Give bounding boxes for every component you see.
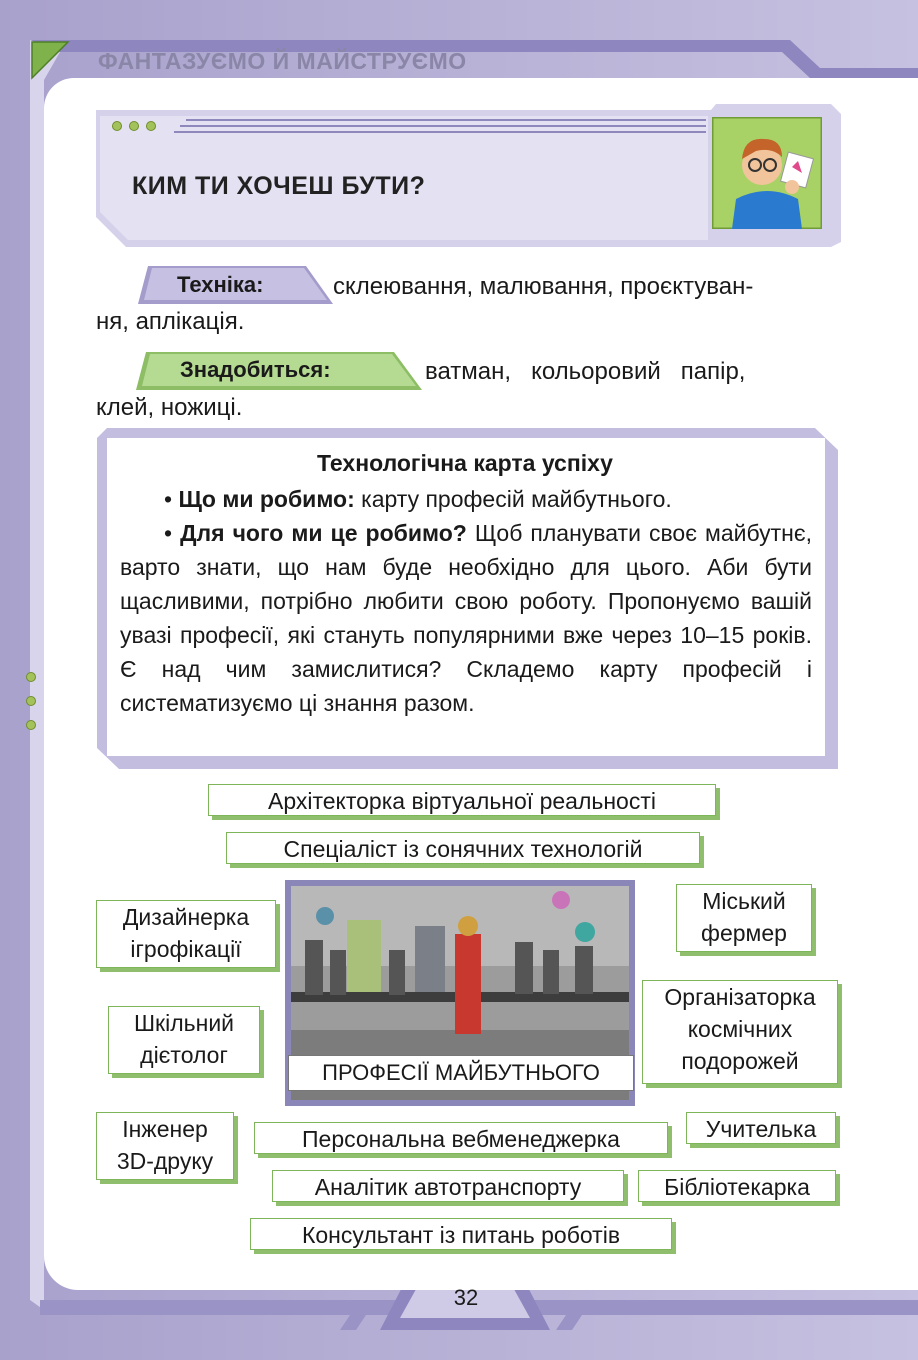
profession-urban-farmer <box>676 884 812 952</box>
profession-line: Дизайнерка <box>122 904 250 930</box>
profession-auto-analyst: Аналітик автотранспорту <box>272 1170 624 1202</box>
q2-label: Для чого ми це робимо? <box>180 520 467 546</box>
page-number: 32 <box>453 1285 479 1310</box>
profession-line: дієтолог <box>140 1042 228 1068</box>
profession-teacher: Учителька <box>686 1112 836 1144</box>
profession-web-manager: Персональна вебменеджерка <box>254 1122 668 1154</box>
profession-school-dietitian <box>108 1006 260 1074</box>
profession-gamification-designer <box>96 900 276 968</box>
corner-triangle-icon <box>30 40 70 80</box>
profession-librarian: Бібліотекарка <box>638 1170 836 1202</box>
success-card-title: Технологічна карта успіху <box>317 450 613 476</box>
chapter-title: ФАНТАЗУЄМО Й МАЙСТРУЄМО <box>98 48 467 74</box>
profession-line: Організаторка <box>664 984 816 1010</box>
profession-space-travel-organizer <box>642 980 838 1084</box>
boy-character-icon <box>712 117 822 229</box>
profession-line: Шкільний <box>133 1010 235 1036</box>
materials-text-line2: клей, ножиці. <box>96 394 243 421</box>
profession-3d-print-engineer <box>96 1112 234 1180</box>
profession-line: Міський <box>702 888 786 914</box>
q1-text: карту професій майбутнього. <box>354 486 672 512</box>
profession-line: подорожей <box>681 1048 799 1074</box>
success-card-text: • Що ми робимо: карту професій майбутнього. • Для чого ми це робимо? Щоб планувати своє майбутнє, варто знати, що нам буде необхідно для цього. Аби бути щасливими, потрібно любити свою роботу. Пропонуємо вашій увазі професії, які стануть популярними вже через 10–15 років. Є над чим замислитися? Складемо карту професій і систематизуємо ці знання разом. <box>120 486 812 716</box>
profession-line: фермер <box>701 920 787 946</box>
technique-text-line1: склеювання, малювання, проєктуван- <box>333 273 754 300</box>
profession-line: 3D-друку <box>116 1148 214 1174</box>
profession-line: ігрофікації <box>130 936 242 962</box>
decor-dots <box>112 118 163 136</box>
q1-label: Що ми робимо: <box>178 486 355 512</box>
profession-line: Інженер <box>122 1116 208 1142</box>
profession-vr-architect: Архітекторка віртуальної реальності <box>208 784 716 816</box>
profession-solar-specialist: Спеціаліст із сонячних технологій <box>226 832 700 864</box>
materials-text-line1: ватман, кольоровий папір, <box>425 358 746 385</box>
photo-caption: ПРОФЕСІЇ МАЙБУТНЬОГО <box>288 1055 634 1091</box>
materials-label: Знадобиться: <box>180 357 331 382</box>
technique-label: Техніка: <box>177 272 264 297</box>
profession-robot-consultant: Консультант із питань роботів <box>250 1218 672 1250</box>
profession-line: космічних <box>687 1016 793 1042</box>
side-decor-dots <box>26 672 38 744</box>
technique-text-line2: ня, аплікація. <box>96 308 245 335</box>
q2-text: Щоб планувати своє майбутнє, варто знати, що нам буде необхідно для цього. Аби бути щасливими, потрібно любити свою роботу. Пропонуємо вашій увазі професії, які стануть популярними вже через 10–15 років. Є над чим замислитися? Складемо карту професій і систематизуємо ці знання разом. <box>120 520 812 716</box>
page-title: КИМ ТИ ХОЧЕШ БУТИ? <box>132 172 426 200</box>
